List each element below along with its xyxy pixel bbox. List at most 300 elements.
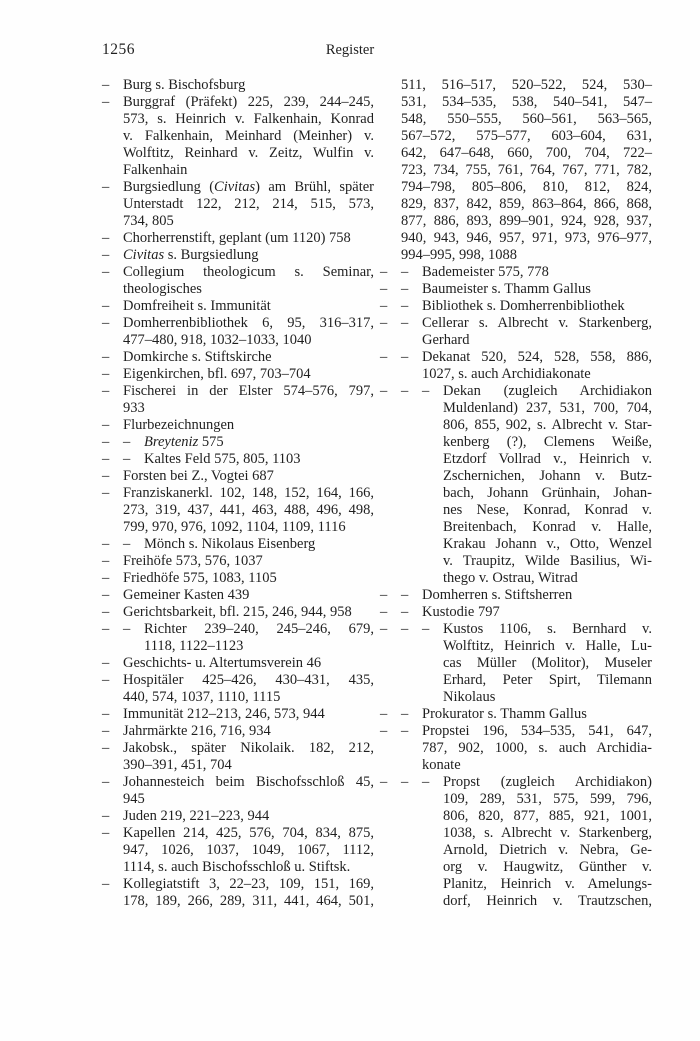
index-line (102, 570, 374, 587)
index-line (123, 281, 374, 298)
index-entry (102, 706, 374, 723)
index-entry (102, 740, 374, 774)
line-text: Freihöfe 573, 576, 1037 (123, 553, 263, 569)
index-line (123, 145, 374, 162)
index-line (102, 179, 374, 196)
index-line (443, 451, 652, 468)
line-text: Chorherrenstift, geplant (um 1120) 758 (123, 230, 351, 246)
line-text: Immunität 212–213, 246, 573, 944 (123, 706, 325, 722)
line-text: 477–480, 918, 1032–1033, 1040 (123, 332, 312, 348)
entry-dash-marker: – (380, 621, 388, 637)
line-text: Planitz, Heinrich v. Amelungs- (443, 876, 652, 892)
index-line (443, 842, 652, 859)
index-line (102, 315, 374, 332)
line-text: Gerichtsbarkeit, bfl. 215, 246, 944, 958 (123, 604, 352, 620)
line-text: Johannesteich beim Bischofsschloß 45, (123, 774, 374, 790)
index-line (102, 723, 374, 740)
index-line (102, 485, 374, 502)
index-line (123, 893, 374, 910)
italic-term: Breyteniz (144, 434, 199, 450)
line-text: 511, 516–517, 520–522, 524, 530– (401, 77, 652, 93)
entry-dash-marker: – (102, 315, 110, 331)
line-text: Domherrenbibliothek 6, 95, 316–317, (123, 315, 374, 331)
index-line (102, 740, 374, 757)
line-text: 1118, 1122–1123 (144, 638, 244, 654)
line-text: Jahrmärkte 216, 716, 934 (123, 723, 271, 739)
index-entry (380, 383, 652, 587)
entry-dash-marker: – (401, 774, 409, 790)
line-text: Gerhard (422, 332, 470, 348)
index-line (102, 876, 374, 893)
running-title: Register (325, 42, 375, 58)
line-text: 531, 534–535, 538, 540–541, 547– (401, 94, 652, 110)
index-entry (380, 706, 652, 723)
index-entry (102, 77, 374, 94)
entry-dash-marker: – (102, 587, 110, 603)
index-line (123, 757, 374, 774)
line-text: Muldenland) 237, 531, 700, 704, (443, 400, 652, 416)
index-entry (102, 349, 374, 366)
line-text: Collegium theologicum s. Seminar, (123, 264, 374, 280)
index-entry (102, 179, 374, 230)
line-text: 1114, s. auch Bischofsschloß u. Stiftsk. (123, 859, 351, 875)
index-line (401, 145, 652, 162)
line-text: 178, 189, 266, 289, 311, 441, 464, 501, (123, 893, 374, 909)
index-line (380, 723, 652, 740)
line-text: 794–798, 805–806, 810, 812, 824, (401, 179, 652, 195)
entry-dash-marker: – (102, 451, 110, 467)
index-line (123, 128, 374, 145)
entry-dash-marker: – (102, 366, 110, 382)
entry-dash-marker: – (102, 434, 110, 450)
index-line (443, 825, 652, 842)
entry-dash-marker: – (123, 536, 131, 552)
index-entry (102, 536, 374, 553)
entry-dash-marker: – (102, 706, 110, 722)
line-text: kenberg (?), Clemens Weiße, (443, 434, 652, 450)
index-line (380, 264, 652, 281)
index-line (380, 281, 652, 298)
index-entry (380, 77, 652, 264)
index-line (380, 706, 652, 723)
entry-dash-marker: – (102, 825, 110, 841)
line-text: 548, 550–555, 560–561, 563–565, (401, 111, 652, 127)
line-text: 440, 574, 1037, 1110, 1115 (123, 689, 281, 705)
page-header (0, 41, 700, 61)
line-text: Baumeister s. Thamm Gallus (422, 281, 591, 297)
entry-dash-marker: – (123, 621, 131, 637)
index-line (380, 349, 652, 366)
index-line (123, 502, 374, 519)
line-text: ) am Brühl, später (255, 179, 374, 195)
index-line (102, 672, 374, 689)
index-entry (380, 281, 652, 298)
line-text: 806, 820, 877, 885, 921, 1001, (443, 808, 652, 824)
index-line (380, 774, 652, 791)
line-text: Wolftitz, Heinrich v. Halle, Lu- (443, 638, 652, 654)
line-text: Bademeister 575, 778 (422, 264, 549, 280)
entry-dash-marker: – (401, 723, 409, 739)
index-line (123, 196, 374, 213)
entry-dash-marker: – (380, 298, 388, 314)
index-entry (380, 349, 652, 383)
entry-dash-marker: – (102, 349, 110, 365)
index-body (102, 77, 652, 910)
index-column-left (102, 77, 374, 910)
index-line (401, 128, 652, 145)
index-entry (102, 570, 374, 587)
line-text: 109, 289, 531, 575, 599, 796, (443, 791, 652, 807)
entry-dash-marker: – (102, 723, 110, 739)
index-line (102, 298, 374, 315)
entry-dash-marker: – (401, 349, 409, 365)
line-text: org v. Haugwitz, Günther v. (443, 859, 652, 875)
line-text: Juden 219, 221–223, 944 (123, 808, 270, 824)
entry-dash-marker: – (123, 434, 131, 450)
index-line (102, 706, 374, 723)
entry-dash-marker: – (102, 774, 110, 790)
entry-dash-marker: – (102, 230, 110, 246)
line-text: 945 (123, 791, 145, 807)
line-text: 799, 970, 976, 1092, 1104, 1109, 1116 (123, 519, 346, 535)
line-text: Burgsiedlung ( (123, 179, 215, 195)
index-line (380, 298, 652, 315)
entry-dash-marker: – (102, 247, 110, 263)
line-text: Krakau Johann v., Otto, Wenzel (443, 536, 652, 552)
line-text: 573, s. Heinrich v. Falkenhain, Konrad (123, 111, 374, 127)
index-line (123, 689, 374, 706)
index-line (102, 808, 374, 825)
entry-dash-marker: – (401, 604, 409, 620)
line-text: Gemeiner Kasten 439 (123, 587, 250, 603)
line-text: Propstei 196, 534–535, 541, 647, (422, 723, 652, 739)
index-line (102, 77, 374, 94)
line-text: 787, 902, 1000, s. auch Archidia- (422, 740, 652, 756)
index-line (123, 332, 374, 349)
line-text: 273, 319, 437, 441, 463, 488, 496, 498, (123, 502, 374, 518)
index-entry (102, 417, 374, 434)
line-text: Kaltes Feld 575, 805, 1103 (144, 451, 301, 467)
index-line (123, 213, 374, 230)
entry-dash-marker: – (102, 876, 110, 892)
line-text: 575 (198, 434, 224, 450)
line-text: Propst (zugleich Archidiakon) (443, 774, 652, 790)
index-entry (102, 383, 374, 417)
entry-dash-marker: – (422, 621, 430, 637)
entry-dash-marker: – (422, 383, 430, 399)
index-line (443, 536, 652, 553)
index-entry (102, 655, 374, 672)
line-text: 806, 855, 902, s. Albrecht v. Star- (443, 417, 652, 433)
index-line (443, 893, 652, 910)
index-entry (102, 434, 374, 451)
line-text: cas Müller (Molitor), Museler (443, 655, 652, 671)
line-text: Kustodie 797 (422, 604, 500, 620)
line-text: 567–572, 575–577, 603–604, 631, (401, 128, 652, 144)
page-number: 1256 (102, 41, 135, 58)
index-line (102, 451, 374, 468)
index-line (443, 553, 652, 570)
line-text: Unterstadt 122, 212, 214, 515, 573, (123, 196, 374, 212)
line-text: Burggraf (Präfekt) 225, 239, 244–245, (123, 94, 374, 110)
entry-dash-marker: – (123, 451, 131, 467)
entry-dash-marker: – (380, 706, 388, 722)
entry-dash-marker: – (401, 281, 409, 297)
index-entry (380, 774, 652, 910)
index-entry (380, 604, 652, 621)
entry-dash-marker: – (380, 281, 388, 297)
line-text: Kollegiatstift 3, 22–23, 109, 151, 169, (123, 876, 374, 892)
line-text: 947, 1026, 1037, 1049, 1067, 1112, (123, 842, 374, 858)
italic-term: Civitas (214, 179, 256, 195)
index-line (443, 876, 652, 893)
entry-dash-marker: – (401, 383, 409, 399)
index-line (123, 519, 374, 536)
entry-dash-marker: – (401, 264, 409, 280)
index-entry (380, 298, 652, 315)
entry-dash-marker: – (102, 621, 110, 637)
line-text: 940, 943, 946, 957, 971, 973, 976–977, (401, 230, 652, 246)
index-entry (380, 587, 652, 604)
index-entry (102, 298, 374, 315)
index-line (102, 434, 374, 451)
line-text: Bibliothek s. Domherrenbibliothek (422, 298, 625, 314)
entry-dash-marker: – (102, 383, 110, 399)
index-line (102, 825, 374, 842)
line-text: Richter 239–240, 245–246, 679, (144, 621, 374, 637)
entry-dash-marker: – (102, 672, 110, 688)
line-text: Wolftitz, Reinhard v. Zeitz, Wulfin v. (123, 145, 374, 161)
index-line (422, 366, 652, 383)
entry-dash-marker: – (102, 604, 110, 620)
line-text: Friedhöfe 575, 1083, 1105 (123, 570, 277, 586)
index-line (443, 417, 652, 434)
index-line (443, 655, 652, 672)
index-line (401, 111, 652, 128)
index-line (102, 536, 374, 553)
index-line (401, 162, 652, 179)
line-text: Nikolaus (443, 689, 496, 705)
entry-dash-marker: – (380, 315, 388, 331)
index-line (380, 604, 652, 621)
entry-dash-marker: – (401, 315, 409, 331)
entry-dash-marker: – (422, 774, 430, 790)
index-entry (102, 451, 374, 468)
index-line (422, 740, 652, 757)
index-entry (102, 264, 374, 298)
entry-dash-marker: – (102, 94, 110, 110)
index-line (422, 757, 652, 774)
line-text: Forsten bei Z., Vogtei 687 (123, 468, 274, 484)
index-line (102, 366, 374, 383)
entry-dash-marker: – (380, 383, 388, 399)
index-line (102, 553, 374, 570)
index-line (123, 791, 374, 808)
index-entry (102, 315, 374, 349)
index-line (422, 332, 652, 349)
entry-dash-marker: – (380, 349, 388, 365)
index-line (380, 383, 652, 400)
index-entry (380, 264, 652, 281)
index-line (102, 774, 374, 791)
line-text: konate (422, 757, 461, 773)
entry-dash-marker: – (102, 485, 110, 501)
index-entry (102, 94, 374, 179)
entry-dash-marker: – (380, 604, 388, 620)
index-entry (102, 485, 374, 536)
line-text: Dekan (zugleich Archidiakon (443, 383, 652, 399)
index-line (401, 196, 652, 213)
entry-dash-marker: – (401, 298, 409, 314)
entry-dash-marker: – (380, 774, 388, 790)
entry-dash-marker: – (102, 264, 110, 280)
line-text: 642, 647–648, 660, 700, 704, 722– (401, 145, 652, 161)
italic-term: Civitas (123, 247, 165, 263)
index-line (102, 417, 374, 434)
line-text: Falkenhain (123, 162, 188, 178)
index-line (401, 94, 652, 111)
entry-dash-marker: – (401, 587, 409, 603)
line-text: 933 (123, 400, 145, 416)
index-entry (102, 366, 374, 383)
line-text: 1038, s. Albrecht v. Starkenberg, (443, 825, 652, 841)
line-text: 994–995, 998, 1088 (401, 247, 517, 263)
index-entry (102, 621, 374, 655)
index-entry (380, 723, 652, 774)
line-text: dorf, Heinrich v. Trautzschen, (443, 893, 652, 909)
entry-dash-marker: – (102, 553, 110, 569)
line-text: Dekanat 520, 524, 528, 558, 886, (422, 349, 652, 365)
index-line (123, 859, 374, 876)
index-line (123, 842, 374, 859)
entry-dash-marker: – (102, 536, 110, 552)
index-line (443, 638, 652, 655)
index-line (102, 604, 374, 621)
line-text: v. Falkenhain, Meinhard (Meinher) v. (123, 128, 374, 144)
line-text: v. Traupitz, Wilde Basilius, Wi- (443, 553, 652, 569)
entry-dash-marker: – (380, 587, 388, 603)
index-line (102, 383, 374, 400)
line-text: Mönch s. Nikolaus Eisenberg (144, 536, 316, 552)
entry-dash-marker: – (102, 468, 110, 484)
line-text: s. Burgsiedlung (164, 247, 259, 263)
index-line (443, 400, 652, 417)
entry-dash-marker: – (102, 77, 110, 93)
index-line (443, 570, 652, 587)
entry-dash-marker: – (102, 655, 110, 671)
line-text: Erhard, Peter Spirt, Tilemann (443, 672, 652, 688)
line-text: Breitenbach, Konrad v. Halle, (443, 519, 652, 535)
entry-dash-marker: – (380, 723, 388, 739)
index-entry (102, 604, 374, 621)
entry-dash-marker: – (102, 417, 110, 433)
line-text: Domherren s. Stiftsherren (422, 587, 573, 603)
index-entry (102, 247, 374, 264)
line-text: 723, 734, 755, 761, 764, 767, 771, 782, (401, 162, 652, 178)
entry-dash-marker: – (102, 570, 110, 586)
index-line (102, 621, 374, 638)
index-entry (380, 315, 652, 349)
line-text: 877, 886, 893, 899–901, 924, 928, 937, (401, 213, 652, 229)
index-entry (102, 808, 374, 825)
line-text: Kapellen 214, 425, 576, 704, 834, 875, (123, 825, 374, 841)
index-line (102, 655, 374, 672)
line-text: nes Nese, Konrad, Konrad v. (443, 502, 652, 518)
index-entry (102, 587, 374, 604)
index-line (401, 247, 652, 264)
index-line (401, 77, 652, 94)
entry-dash-marker: – (102, 179, 110, 195)
line-text: Prokurator s. Thamm Gallus (422, 706, 587, 722)
line-text: Domkirche s. Stiftskirche (123, 349, 272, 365)
index-line (401, 179, 652, 196)
entry-dash-marker: – (102, 298, 110, 314)
line-text: Kustos 1106, s. Bernhard v. (443, 621, 652, 637)
entry-dash-marker: – (401, 621, 409, 637)
line-text: 829, 837, 842, 859, 863–864, 866, 868, (401, 196, 652, 212)
index-line (443, 434, 652, 451)
index-entry (102, 774, 374, 808)
index-line (102, 230, 374, 247)
index-line (401, 230, 652, 247)
index-line (102, 264, 374, 281)
line-text: Cellerar s. Albrecht v. Starkenberg, (422, 315, 652, 331)
index-line (443, 808, 652, 825)
index-line (443, 859, 652, 876)
line-text: 1027, s. auch Archidiakonate (422, 366, 591, 382)
index-entry (380, 621, 652, 706)
index-line (401, 213, 652, 230)
line-text: bach, Johann Grünhain, Johan- (443, 485, 652, 501)
line-text: Domfreiheit s. Immunität (123, 298, 271, 314)
entry-dash-marker: – (102, 740, 110, 756)
index-entry (102, 672, 374, 706)
index-line (443, 468, 652, 485)
line-text: Jakobsk., später Nikolaik. 182, 212, (123, 740, 374, 756)
index-line (443, 791, 652, 808)
index-line (102, 94, 374, 111)
line-text: Flurbezeichnungen (123, 417, 235, 433)
entry-dash-marker: – (401, 706, 409, 722)
index-line (443, 689, 652, 706)
index-entry (102, 468, 374, 485)
index-entry (102, 723, 374, 740)
index-line (102, 587, 374, 604)
index-line (144, 638, 374, 655)
index-line (380, 621, 652, 638)
line-text: 390–391, 451, 704 (123, 757, 232, 773)
line-text: Burg s. Bischofsburg (123, 77, 246, 93)
index-line (123, 162, 374, 179)
index-entry (102, 876, 374, 910)
line-text: Fischerei in der Elster 574–576, 797, (123, 383, 374, 399)
line-text: Arnold, Dietrich v. Nebra, Ge- (443, 842, 652, 858)
line-text: 734, 805 (123, 213, 174, 229)
index-line (443, 485, 652, 502)
index-line (102, 247, 374, 264)
line-text: Franziskanerkl. 102, 148, 152, 164, 166, (123, 485, 374, 501)
line-text: theologisches (123, 281, 202, 297)
line-text: Eigenkirchen, bfl. 697, 703–704 (123, 366, 311, 382)
index-line (443, 672, 652, 689)
entry-dash-marker: – (380, 264, 388, 280)
index-entry (102, 230, 374, 247)
index-line (443, 502, 652, 519)
index-line (380, 587, 652, 604)
index-line (123, 400, 374, 417)
index-line (102, 468, 374, 485)
line-text: Geschichts- u. Altertumsverein 46 (123, 655, 322, 671)
